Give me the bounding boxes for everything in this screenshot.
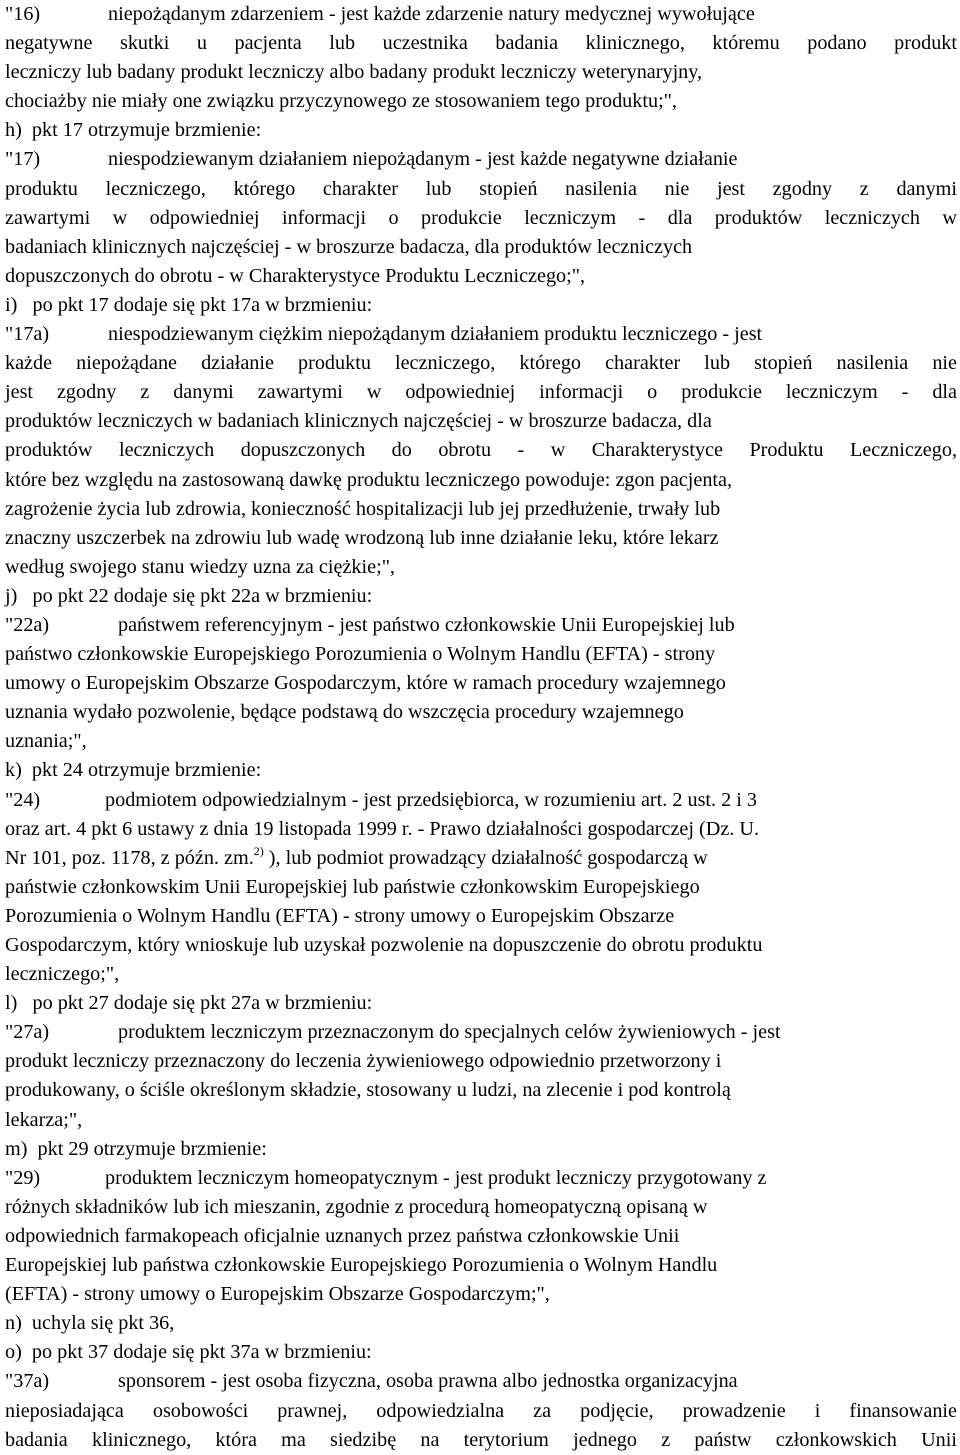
line-text: umowy o Europejskim Obszarze Gospodarczym, które w ramach procedury wzajemnego [5,672,726,695]
line-text: l) po pkt 27 dodaje się pkt 27a w brzmieniu: [5,992,373,1015]
text-line [5,320,957,349]
definition-label: "17a) [5,323,50,346]
line-text: Gospodarczym, który wnioskuje lub uzyskał pozwolenie na dopuszczenie do obrotu produktu [5,934,763,956]
line-text: j) po pkt 22 dodaje się pkt 22a w brzmieniu: [5,584,373,607]
line-text: państwem referencyjnym - jest państwo członkowskie Unii Europejskiej lub [118,613,735,636]
text-line [5,233,957,262]
text-line [5,727,957,756]
text-line [5,1426,957,1455]
line-text: państwo członkowskie Europejskiego Porozumienia o Wolnym Handlu (EFTA) - strony [5,643,716,666]
line-text: produktów leczniczych w badaniach klinicznych najczęściej - w broszurze badacza, dla [5,410,712,433]
text-line [5,582,957,611]
line-text-continued: ), lub podmiot prowadzący działalność gospodarczą w [263,846,708,869]
definition-label: "24) [5,788,41,811]
line-text: zagrożenie życia lub zdrowia, konieczność hospitalizacji lub jej przedłużenie, trwały lub [5,497,721,520]
text-line [5,1338,957,1367]
line-text: nieposiadająca osobowości prawnej, odpowiedzialna za podjęcie, prowadzenie i finansowanie [5,1399,957,1422]
line-text: produktu leczniczego, którego charakter lub stopień nasilenia nie jest zgodny z danymi [5,177,957,200]
text-line [5,989,957,1018]
text-line [5,1251,957,1280]
text-line [5,1309,957,1338]
line-text: m) pkt 29 otrzymuje brzmienie: [5,1137,267,1160]
line-text: chociażby nie miały one związku przyczynowego ze stosowaniem tego produktu;", [5,90,677,113]
text-line [5,1018,957,1047]
text-line [5,815,957,844]
line-text: Porozumienia o Wolnym Handlu (EFTA) - strony umowy o Europejskim Obszarze [5,904,675,927]
text-line [5,873,957,902]
text-line [5,1135,957,1164]
text-line [5,960,957,989]
line-text: każde niepożądane działanie produktu leczniczego, którego charakter lub stopień nasilenia nie [5,352,957,375]
text-line [5,349,957,378]
definition-label: "16) [5,3,41,25]
line-text: o) po pkt 37 dodaje się pkt 37a w brzmieniu: [5,1341,372,1364]
footnote-reference: 2) [253,843,264,858]
text-line [5,495,957,524]
text-line [5,466,957,495]
line-text: sponsorem - jest osoba fizyczna, osoba prawna albo jednostka organizacyjna [118,1370,738,1393]
text-line [5,175,957,204]
definition-label: "17) [5,148,41,171]
line-text: niespodziewanym ciężkim niepożądanym działaniem produktu leczniczego - jest [108,323,763,346]
line-text: badania klinicznego, która ma siedzibę na terytorium jednego z państw członkowskich Unii [5,1428,957,1451]
line-text: oraz art. 4 pkt 6 ustawy z dnia 19 listopada 1999 r. - Prawo działalności gospodarczej (Dz. U. [5,817,760,840]
line-text: Europejskiej lub państwa członkowskie Europejskiego Porozumienia o Wolnym Handlu [5,1254,718,1277]
text-line [5,1047,957,1076]
document-body [5,0,957,1455]
line-text: produkt leczniczy przeznaczony do leczenia żywieniowego odpowiednio przetworzony i [5,1050,722,1073]
line-text: badaniach klinicznych najczęściej - w broszurze badacza, dla produktów leczniczych [5,235,693,258]
line-text: które bez względu na zastosowaną dawkę produktu leczniczego powoduje: zgon pacjenta, [5,468,733,491]
text-line [5,931,957,960]
line-text: (EFTA) - strony umowy o Europejskim Obszarze Gospodarczym;", [5,1283,550,1306]
text-line [5,29,957,58]
text-line [5,1106,957,1135]
line-text: różnych składników lub ich mieszanin, zgodnie z procedurą homeopatyczną opisaną w [5,1195,708,1218]
text-line [5,1280,957,1309]
text-line [5,902,957,931]
line-text: negatywne skutki u pacjenta lub uczestnika badania klinicznego, któremu podano produkt [5,32,957,55]
text-line [5,524,957,553]
text-line [5,145,957,174]
definition-label: "27a) [5,1021,50,1044]
text-line [5,407,957,436]
text-line [5,698,957,727]
text-line [5,0,957,29]
line-text: n) uchyla się pkt 36, [5,1312,175,1335]
line-text: produktem leczniczym homeopatycznym - jest produkt leczniczy przygotowany z [105,1166,767,1189]
line-text: jest zgodny z danymi zawartymi w odpowiedniej informacji o produkcie leczniczym - dla [5,381,957,404]
line-text: i) po pkt 17 dodaje się pkt 17a w brzmieniu: [5,293,373,316]
line-text: niespodziewanym działaniem niepożądanym - jest każde negatywne działanie [108,148,738,171]
text-line [5,756,957,785]
text-line [5,669,957,698]
text-line [5,786,957,815]
text-line [5,1397,957,1426]
line-text: leczniczego;", [5,963,120,986]
line-text: podmiotem odpowiedzialnym - jest przedsiębiorca, w rozumieniu art. 2 ust. 2 i 3 [105,788,758,811]
line-text: niepożądanym zdarzeniem - jest każde zdarzenie natury medycznej wywołujące [108,3,755,25]
text-line [5,640,957,669]
text-line [5,1222,957,1251]
line-text: lekarza;", [5,1108,83,1131]
text-line [5,1367,957,1396]
text-line [5,116,957,145]
definition-label: "29) [5,1166,41,1189]
line-text: według swojego stanu wiedzy uzna za ciężkie;", [5,555,395,578]
line-text: państwie członkowskim Unii Europejskiej lub państwie członkowskim Europejskiego [5,875,700,898]
text-line [5,1164,957,1193]
text-line [5,436,957,465]
text-line [5,844,957,873]
text-line [5,378,957,407]
line-text: zawartymi w odpowiedniej informacji o produkcie leczniczym - dla produktów leczniczych w [5,206,957,229]
line-text: Nr 101, poz. 1178, z późn. zm. [5,846,254,869]
line-text: uznania;", [5,730,87,753]
text-line [5,204,957,233]
text-line [5,58,957,87]
text-line [5,1076,957,1105]
line-text: znaczny uszczerbek na zdrowiu lub wadę wrodzoną lub inne działanie leku, które lekarz [5,526,719,549]
line-text: k) pkt 24 otrzymuje brzmienie: [5,759,262,782]
text-line [5,291,957,320]
line-text: h) pkt 17 otrzymuje brzmienie: [5,119,262,142]
text-line [5,553,957,582]
line-text: uznania wydało pozwolenie, będące podstawą do wszczęcia procedury wzajemnego [5,701,684,724]
line-text: produktów leczniczych dopuszczonych do obrotu - w Charakterystyce Produktu Leczniczego, [5,439,957,462]
definition-label: "22a) [5,613,50,636]
text-line [5,611,957,640]
definition-label: "37a) [5,1370,50,1393]
text-line [5,1193,957,1222]
line-text: leczniczy lub badany produkt leczniczy albo badany produkt leczniczy weterynaryjny, [5,61,703,84]
line-text: odpowiednich farmakopeach oficjalnie uznanych przez państwa członkowskie Unii [5,1224,680,1247]
line-text: dopuszczonych do obrotu - w Charakterystyce Produktu Leczniczego;", [5,264,586,287]
text-line [5,262,957,291]
text-line [5,87,957,116]
line-text: produkowany, o ściśle określonym składzie, stosowany u ludzi, na zlecenie i pod kontrolą [5,1079,731,1102]
line-text: produktem leczniczym przeznaczonym do specjalnych celów żywieniowych - jest [118,1021,781,1044]
